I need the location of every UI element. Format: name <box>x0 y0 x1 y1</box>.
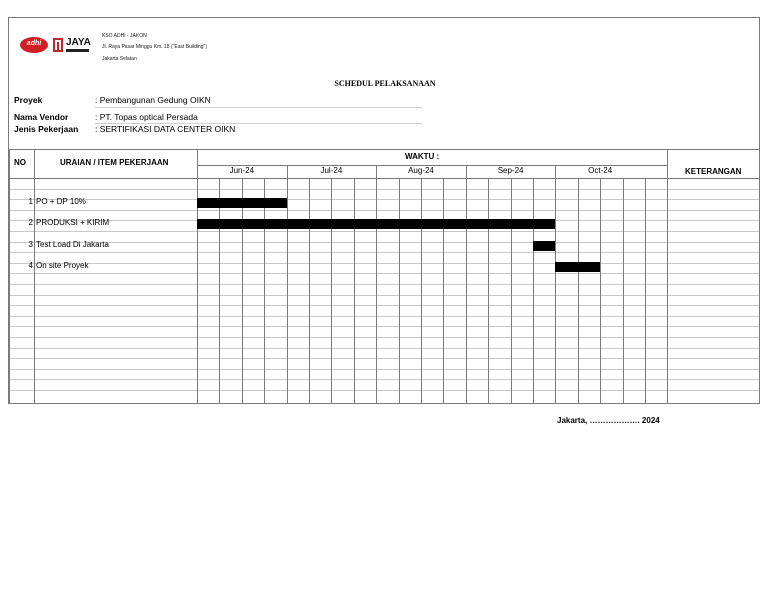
week-divider <box>623 178 624 403</box>
work-type-label: Jenis Pekerjaan <box>14 124 79 134</box>
month-label: Sep-24 <box>497 166 524 175</box>
week-divider <box>242 178 243 403</box>
table-row-line <box>9 231 759 232</box>
gantt-bar <box>533 241 555 251</box>
table-row-line <box>9 284 759 285</box>
week-divider <box>600 178 601 403</box>
project-value: : Pembangunan Gedung OIKN <box>95 95 211 105</box>
column-keterangan-header: KETERANGAN <box>685 167 742 176</box>
week-divider <box>533 178 534 403</box>
table-column-line <box>667 149 668 403</box>
table-column-line <box>759 149 760 403</box>
month-divider <box>555 165 556 403</box>
task-name: PRODUKSI + KIRIM <box>36 218 110 228</box>
week-divider <box>578 178 579 403</box>
gantt-bar <box>197 219 555 229</box>
table-border-top <box>9 149 759 150</box>
adhi-logo: adhi <box>20 37 48 53</box>
column-waktu-header: WAKTU : <box>405 152 440 161</box>
table-row-line <box>9 305 759 306</box>
table-row-line <box>9 252 759 253</box>
gantt-bar <box>197 198 287 208</box>
month-label: Jul-24 <box>320 166 343 175</box>
table-row-line <box>9 348 759 349</box>
document-title: SCHEDUL PELAKSANAAN <box>334 79 436 88</box>
table-row-line <box>9 358 759 359</box>
company-name: KSO ADHI - JAKON <box>102 33 147 39</box>
week-divider <box>511 178 512 403</box>
month-label: Oct-24 <box>588 166 613 175</box>
week-divider <box>488 178 489 403</box>
task-name: On site Proyek <box>36 260 89 270</box>
table-row-line <box>9 316 759 317</box>
table-column-line <box>197 149 198 403</box>
month-divider <box>287 165 288 403</box>
place-date-signature: Jakarta, ………………. 2024 <box>557 416 660 425</box>
vendor-label: Nama Vendor <box>14 112 69 122</box>
task-number: 3 <box>28 239 33 249</box>
week-divider <box>421 178 422 403</box>
month-divider <box>376 165 377 403</box>
table-row-line <box>9 369 759 370</box>
table-row-line <box>9 390 759 391</box>
task-number: 4 <box>28 260 33 270</box>
week-divider <box>309 178 310 403</box>
vendor-value: : PT. Topas optical Persada <box>95 112 198 122</box>
company-city: Jakarta Selatan <box>102 56 137 62</box>
table-row-line <box>9 379 759 380</box>
week-divider <box>354 178 355 403</box>
week-divider <box>645 178 646 403</box>
week-divider <box>264 178 265 403</box>
table-row-line <box>9 273 759 274</box>
jaya-logo: JAYA <box>66 37 91 48</box>
week-divider <box>443 178 444 403</box>
project-underline <box>95 107 422 108</box>
month-divider <box>466 165 467 403</box>
month-label: Aug-24 <box>408 166 434 175</box>
task-number: 1 <box>28 197 33 207</box>
table-border-bottom <box>9 403 759 404</box>
table-row-line <box>9 337 759 338</box>
table-row-line <box>9 189 759 190</box>
company-address: Jl. Raya Pasar Minggu Km. 18 ("East Building") <box>102 44 207 50</box>
column-no-header: NO <box>14 158 26 167</box>
week-divider <box>331 178 332 403</box>
table-header-bottom <box>9 178 759 179</box>
column-item-header: URAIAN / ITEM PEKERJAAN <box>60 158 169 167</box>
table-row-line <box>9 295 759 296</box>
jaya-logo-subline <box>66 49 89 52</box>
week-divider <box>399 178 400 403</box>
table-row-line <box>9 242 759 243</box>
gantt-bar <box>555 262 600 272</box>
table-column-line <box>9 149 10 403</box>
project-label: Proyek <box>14 95 43 105</box>
table-row-line <box>9 210 759 211</box>
task-number: 2 <box>28 218 33 228</box>
task-name: Test Load Di Jakarta <box>36 239 109 249</box>
table-row-line <box>9 263 759 264</box>
task-name: PO + DP 10% <box>36 197 86 207</box>
table-column-line <box>34 149 35 403</box>
table-row-line <box>9 199 759 200</box>
month-label: Jun-24 <box>229 166 255 175</box>
week-divider <box>219 178 220 403</box>
table-row-line <box>9 326 759 327</box>
jaya-logo-icon <box>53 38 63 52</box>
work-type-value: : SERTIFIKASI DATA CENTER OIKN <box>95 124 236 134</box>
